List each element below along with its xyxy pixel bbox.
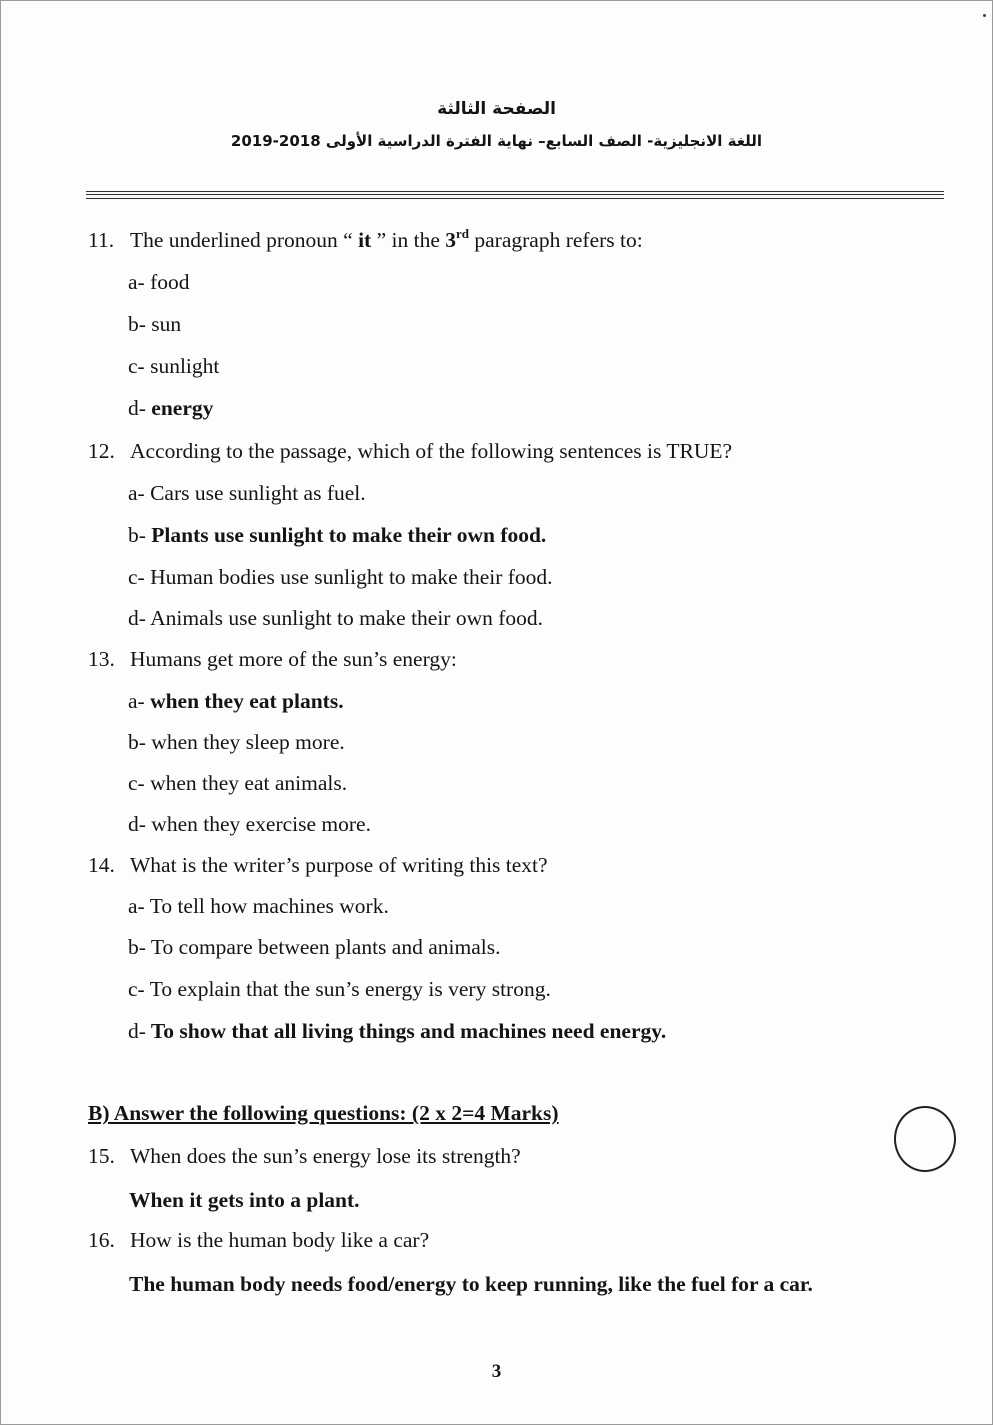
option-11b bbox=[128, 311, 181, 337]
option-letter: d- bbox=[128, 606, 146, 630]
option-letter: c- bbox=[128, 977, 145, 1001]
option-text: To tell how machines work. bbox=[144, 894, 389, 918]
option-14d-correct bbox=[128, 1018, 666, 1044]
option-letter: b- bbox=[128, 523, 146, 547]
option-letter: b- bbox=[128, 730, 146, 754]
header-divider-mid bbox=[86, 194, 944, 195]
question-text: Humans get more of the sun’s energy: bbox=[130, 647, 457, 671]
option-letter: d- bbox=[128, 396, 146, 420]
option-text: sun bbox=[145, 312, 182, 336]
question-text: The underlined pronoun “ bbox=[130, 228, 353, 252]
option-text: when they sleep more. bbox=[145, 730, 345, 754]
option-12a bbox=[128, 480, 366, 506]
option-text: when they exercise more. bbox=[145, 812, 371, 836]
option-text: Human bodies use sunlight to make their food. bbox=[144, 565, 553, 589]
option-13a-correct bbox=[128, 688, 344, 714]
option-text: when they eat plants. bbox=[144, 689, 344, 713]
option-letter: d- bbox=[128, 812, 146, 836]
option-13d bbox=[128, 811, 371, 837]
ordinal-suffix: rd bbox=[456, 226, 470, 241]
option-text: Animals use sunlight to make their own food. bbox=[145, 606, 544, 630]
option-text: Plants use sunlight to make their own food. bbox=[145, 523, 547, 547]
question-pronoun: it bbox=[352, 228, 377, 252]
question-number: 13. bbox=[88, 647, 115, 671]
question-16 bbox=[88, 1227, 429, 1253]
option-letter: a- bbox=[128, 689, 145, 713]
option-letter: c- bbox=[128, 565, 145, 589]
option-11d-correct bbox=[128, 395, 213, 421]
option-text: To explain that the sun’s energy is very strong. bbox=[144, 977, 551, 1001]
option-letter: b- bbox=[128, 935, 146, 959]
question-13 bbox=[88, 646, 457, 672]
option-14a bbox=[128, 893, 389, 919]
scan-speck bbox=[983, 14, 986, 17]
question-14 bbox=[88, 852, 548, 878]
option-letter: d- bbox=[128, 1019, 146, 1043]
question-number: 14. bbox=[88, 853, 115, 877]
option-text: food bbox=[144, 270, 190, 294]
question-15 bbox=[88, 1143, 521, 1169]
option-text: To show that all living things and machines need energy. bbox=[145, 1019, 667, 1043]
option-14b bbox=[128, 934, 500, 960]
header-divider-bottom bbox=[86, 198, 944, 199]
question-number: 12. bbox=[88, 439, 115, 463]
option-letter: b- bbox=[128, 312, 146, 336]
page-number: 3 bbox=[491, 1361, 502, 1382]
option-13c bbox=[128, 770, 347, 796]
question-text: What is the writer’s purpose of writing this text? bbox=[130, 853, 548, 877]
option-text: To compare between plants and animals. bbox=[145, 935, 501, 959]
option-12c bbox=[128, 564, 553, 590]
question-text: According to the passage, which of the following sentences is TRUE? bbox=[130, 439, 733, 463]
option-letter: c- bbox=[128, 354, 145, 378]
option-text: sunlight bbox=[144, 354, 220, 378]
page-label-arabic: الصفحة الثالثة bbox=[437, 99, 556, 119]
header-divider-top bbox=[86, 191, 944, 192]
ordinal-number: 3 bbox=[445, 228, 457, 252]
exam-subtitle bbox=[1, 132, 992, 150]
option-text: when they eat animals. bbox=[144, 771, 348, 795]
option-text: energy bbox=[145, 396, 214, 420]
option-13b bbox=[128, 729, 345, 755]
option-text: Cars use sunlight as fuel. bbox=[144, 481, 366, 505]
option-11c bbox=[128, 353, 219, 379]
option-letter: a- bbox=[128, 481, 145, 505]
question-12 bbox=[88, 438, 732, 464]
question-11 bbox=[88, 227, 643, 253]
option-11a bbox=[128, 269, 190, 295]
option-letter: a- bbox=[128, 894, 145, 918]
option-14c bbox=[128, 976, 551, 1002]
answer-15: When it gets into a plant. bbox=[129, 1188, 360, 1212]
option-letter: c- bbox=[128, 771, 145, 795]
exam-years: 2019-2018 bbox=[230, 132, 321, 150]
option-12d bbox=[128, 605, 543, 631]
question-text: When does the sun’s energy lose its strength? bbox=[130, 1144, 521, 1168]
exam-subtitle-arabic: اللغة الانجليزية- الصف السابع– نهاية الفترة الدراسية الأولى bbox=[325, 132, 763, 150]
question-number: 16. bbox=[88, 1228, 115, 1252]
question-text-mid: ” in the bbox=[376, 228, 446, 252]
answer-16: The human body needs food/energy to keep running, like the fuel for a car. bbox=[129, 1272, 813, 1296]
section-b-heading: B) Answer the following questions: (2 x 2=4 Marks) bbox=[88, 1101, 559, 1125]
question-number: 11. bbox=[88, 228, 115, 252]
question-text-end: paragraph refers to: bbox=[469, 228, 643, 252]
question-number: 15. bbox=[88, 1144, 115, 1168]
option-letter: a- bbox=[128, 270, 145, 294]
score-circle bbox=[894, 1106, 956, 1172]
option-12b-correct bbox=[128, 522, 546, 548]
question-text: How is the human body like a car? bbox=[130, 1228, 430, 1252]
